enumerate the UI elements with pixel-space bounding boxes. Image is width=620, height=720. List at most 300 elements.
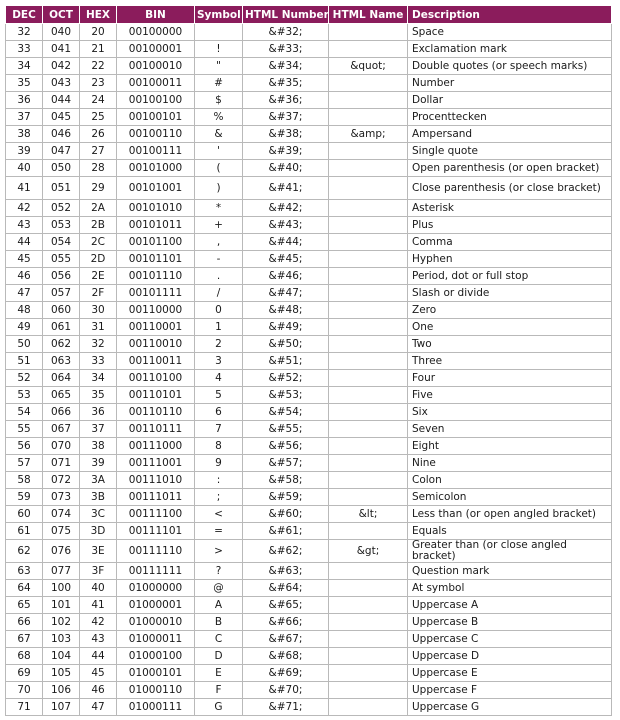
cell-html-name [329, 251, 408, 268]
cell-html-number: &#35; [243, 75, 329, 92]
cell-dec: 55 [6, 421, 43, 438]
cell-symbol: 0 [195, 302, 243, 319]
cell-symbol: 3 [195, 353, 243, 370]
cell-hex: 42 [80, 614, 117, 631]
cell-description: Uppercase G [408, 699, 612, 716]
column-header-oct: OCT [43, 6, 80, 24]
cell-symbol: % [195, 109, 243, 126]
cell-hex: 43 [80, 631, 117, 648]
cell-dec: 47 [6, 285, 43, 302]
cell-dec: 56 [6, 438, 43, 455]
table-row [6, 472, 612, 489]
cell-html-number: &#64; [243, 580, 329, 597]
cell-hex: 29 [80, 177, 117, 200]
cell-html-name [329, 421, 408, 438]
cell-symbol: 4 [195, 370, 243, 387]
cell-symbol: C [195, 631, 243, 648]
cell-description: Four [408, 370, 612, 387]
cell-html-name [329, 41, 408, 58]
cell-dec: 71 [6, 699, 43, 716]
cell-html-name [329, 580, 408, 597]
cell-html-name [329, 285, 408, 302]
cell-oct: 050 [43, 160, 80, 177]
cell-hex: 2F [80, 285, 117, 302]
cell-hex: 2D [80, 251, 117, 268]
cell-html-number: &#67; [243, 631, 329, 648]
cell-oct: 077 [43, 563, 80, 580]
cell-html-number: &#46; [243, 268, 329, 285]
cell-html-number: &#60; [243, 506, 329, 523]
cell-html-number: &#62; [243, 540, 329, 563]
cell-dec: 62 [6, 540, 43, 563]
cell-hex: 3F [80, 563, 117, 580]
cell-hex: 20 [80, 24, 117, 41]
cell-html-name [329, 370, 408, 387]
cell-dec: 57 [6, 455, 43, 472]
table-row [6, 217, 612, 234]
cell-symbol: ? [195, 563, 243, 580]
cell-bin: 00111100 [117, 506, 195, 523]
cell-html-name [329, 92, 408, 109]
table-body [6, 24, 612, 716]
cell-bin: 00100000 [117, 24, 195, 41]
column-header-html-number: HTML Number [243, 6, 329, 24]
cell-description: Hyphen [408, 251, 612, 268]
table-row [6, 285, 612, 302]
cell-description: Greater than (or close angled bracket) [408, 540, 612, 563]
cell-html-number: &#65; [243, 597, 329, 614]
cell-html-name [329, 597, 408, 614]
cell-html-name [329, 387, 408, 404]
cell-symbol: E [195, 665, 243, 682]
cell-dec: 49 [6, 319, 43, 336]
cell-symbol: A [195, 597, 243, 614]
cell-oct: 102 [43, 614, 80, 631]
cell-symbol: + [195, 217, 243, 234]
cell-symbol: " [195, 58, 243, 75]
cell-bin: 00101110 [117, 268, 195, 285]
cell-html-name [329, 319, 408, 336]
cell-hex: 38 [80, 438, 117, 455]
cell-dec: 58 [6, 472, 43, 489]
cell-description: Uppercase E [408, 665, 612, 682]
table-row [6, 109, 612, 126]
cell-html-name [329, 699, 408, 716]
cell-html-number: &#55; [243, 421, 329, 438]
cell-dec: 40 [6, 160, 43, 177]
column-header-dec: DEC [6, 6, 43, 24]
cell-oct: 051 [43, 177, 80, 200]
cell-html-name [329, 523, 408, 540]
cell-html-name [329, 302, 408, 319]
cell-symbol: 9 [195, 455, 243, 472]
cell-html-number: &#66; [243, 614, 329, 631]
cell-bin: 00111101 [117, 523, 195, 540]
cell-dec: 41 [6, 177, 43, 200]
table-row [6, 455, 612, 472]
cell-bin: 01000101 [117, 665, 195, 682]
cell-oct: 073 [43, 489, 80, 506]
cell-html-name [329, 404, 408, 421]
table-row [6, 489, 612, 506]
table-row [6, 614, 612, 631]
cell-oct: 075 [43, 523, 80, 540]
table-row [6, 336, 612, 353]
cell-oct: 106 [43, 682, 80, 699]
cell-dec: 39 [6, 143, 43, 160]
cell-description: Comma [408, 234, 612, 251]
cell-html-name: &gt; [329, 540, 408, 563]
cell-bin: 00100111 [117, 143, 195, 160]
cell-dec: 34 [6, 58, 43, 75]
table-row [6, 540, 612, 563]
cell-dec: 53 [6, 387, 43, 404]
cell-symbol: / [195, 285, 243, 302]
cell-description: Period, dot or full stop [408, 268, 612, 285]
cell-html-name [329, 489, 408, 506]
table-row [6, 268, 612, 285]
cell-description: Question mark [408, 563, 612, 580]
cell-dec: 67 [6, 631, 43, 648]
cell-symbol: ( [195, 160, 243, 177]
cell-hex: 30 [80, 302, 117, 319]
cell-html-number: &#34; [243, 58, 329, 75]
table-row [6, 24, 612, 41]
cell-hex: 26 [80, 126, 117, 143]
table-row [6, 126, 612, 143]
cell-html-name [329, 438, 408, 455]
table-row [6, 370, 612, 387]
cell-bin: 00110111 [117, 421, 195, 438]
cell-hex: 33 [80, 353, 117, 370]
cell-description: Six [408, 404, 612, 421]
cell-oct: 040 [43, 24, 80, 41]
cell-html-name [329, 472, 408, 489]
cell-hex: 31 [80, 319, 117, 336]
cell-symbol: ! [195, 41, 243, 58]
cell-dec: 35 [6, 75, 43, 92]
cell-oct: 064 [43, 370, 80, 387]
cell-oct: 060 [43, 302, 80, 319]
cell-symbol [195, 24, 243, 41]
cell-dec: 51 [6, 353, 43, 370]
cell-symbol: 7 [195, 421, 243, 438]
cell-html-number: &#47; [243, 285, 329, 302]
cell-bin: 00100010 [117, 58, 195, 75]
cell-hex: 2E [80, 268, 117, 285]
cell-description: Colon [408, 472, 612, 489]
cell-hex: 36 [80, 404, 117, 421]
cell-html-name [329, 109, 408, 126]
cell-symbol: # [195, 75, 243, 92]
table-row [6, 92, 612, 109]
cell-hex: 2B [80, 217, 117, 234]
table-row [6, 387, 612, 404]
table-row [6, 563, 612, 580]
cell-html-name [329, 24, 408, 41]
cell-html-number: &#32; [243, 24, 329, 41]
table-row [6, 506, 612, 523]
cell-html-number: &#43; [243, 217, 329, 234]
cell-description: Zero [408, 302, 612, 319]
cell-hex: 27 [80, 143, 117, 160]
cell-oct: 074 [43, 506, 80, 523]
table-row [6, 438, 612, 455]
cell-oct: 046 [43, 126, 80, 143]
cell-oct: 104 [43, 648, 80, 665]
cell-oct: 072 [43, 472, 80, 489]
cell-html-number: &#58; [243, 472, 329, 489]
table-row [6, 523, 612, 540]
cell-hex: 45 [80, 665, 117, 682]
cell-description: Five [408, 387, 612, 404]
table-row [6, 421, 612, 438]
cell-html-name [329, 200, 408, 217]
table-row [6, 160, 612, 177]
cell-html-number: &#69; [243, 665, 329, 682]
cell-symbol: > [195, 540, 243, 563]
cell-symbol: = [195, 523, 243, 540]
cell-description: Exclamation mark [408, 41, 612, 58]
cell-description: Double quotes (or speech marks) [408, 58, 612, 75]
cell-description: One [408, 319, 612, 336]
column-header-bin: BIN [117, 6, 195, 24]
cell-hex: 40 [80, 580, 117, 597]
cell-hex: 44 [80, 648, 117, 665]
cell-dec: 69 [6, 665, 43, 682]
cell-hex: 2A [80, 200, 117, 217]
cell-hex: 47 [80, 699, 117, 716]
cell-dec: 63 [6, 563, 43, 580]
cell-dec: 36 [6, 92, 43, 109]
cell-description: Less than (or open angled bracket) [408, 506, 612, 523]
cell-oct: 054 [43, 234, 80, 251]
table-row [6, 699, 612, 716]
cell-symbol: 5 [195, 387, 243, 404]
cell-oct: 052 [43, 200, 80, 217]
cell-html-name [329, 665, 408, 682]
cell-description: Nine [408, 455, 612, 472]
cell-dec: 66 [6, 614, 43, 631]
cell-bin: 01000110 [117, 682, 195, 699]
cell-bin: 00101011 [117, 217, 195, 234]
cell-bin: 00100101 [117, 109, 195, 126]
table-row [6, 631, 612, 648]
cell-html-number: &#42; [243, 200, 329, 217]
cell-oct: 103 [43, 631, 80, 648]
cell-symbol: 6 [195, 404, 243, 421]
cell-description: Space [408, 24, 612, 41]
cell-dec: 33 [6, 41, 43, 58]
cell-html-number: &#54; [243, 404, 329, 421]
cell-description: Number [408, 75, 612, 92]
cell-dec: 65 [6, 597, 43, 614]
cell-hex: 35 [80, 387, 117, 404]
cell-oct: 076 [43, 540, 80, 563]
cell-html-number: &#37; [243, 109, 329, 126]
table-row [6, 302, 612, 319]
cell-oct: 071 [43, 455, 80, 472]
cell-symbol: - [195, 251, 243, 268]
cell-html-name [329, 455, 408, 472]
cell-html-number: &#45; [243, 251, 329, 268]
cell-bin: 01000111 [117, 699, 195, 716]
cell-hex: 39 [80, 455, 117, 472]
cell-bin: 00110001 [117, 319, 195, 336]
cell-html-name: &lt; [329, 506, 408, 523]
cell-hex: 24 [80, 92, 117, 109]
cell-oct: 047 [43, 143, 80, 160]
column-header-html-name: HTML Name [329, 6, 408, 24]
table-row [6, 234, 612, 251]
cell-oct: 065 [43, 387, 80, 404]
cell-bin: 00101100 [117, 234, 195, 251]
cell-dec: 45 [6, 251, 43, 268]
table-row [6, 319, 612, 336]
cell-html-number: &#52; [243, 370, 329, 387]
cell-hex: 3B [80, 489, 117, 506]
cell-html-number: &#68; [243, 648, 329, 665]
column-header-hex: HEX [80, 6, 117, 24]
cell-hex: 3C [80, 506, 117, 523]
cell-html-name [329, 336, 408, 353]
cell-bin: 00111111 [117, 563, 195, 580]
cell-html-number: &#41; [243, 177, 329, 200]
cell-html-number: &#38; [243, 126, 329, 143]
cell-hex: 21 [80, 41, 117, 58]
cell-description: Uppercase D [408, 648, 612, 665]
cell-html-number: &#48; [243, 302, 329, 319]
cell-symbol: D [195, 648, 243, 665]
cell-symbol: @ [195, 580, 243, 597]
cell-oct: 066 [43, 404, 80, 421]
cell-description: Seven [408, 421, 612, 438]
cell-dec: 60 [6, 506, 43, 523]
cell-symbol: F [195, 682, 243, 699]
cell-symbol: B [195, 614, 243, 631]
cell-dec: 46 [6, 268, 43, 285]
cell-symbol: , [195, 234, 243, 251]
cell-html-number: &#51; [243, 353, 329, 370]
table-row [6, 58, 612, 75]
cell-bin: 00111000 [117, 438, 195, 455]
cell-symbol: ' [195, 143, 243, 160]
cell-html-name [329, 143, 408, 160]
cell-description: Semicolon [408, 489, 612, 506]
cell-symbol: ) [195, 177, 243, 200]
cell-oct: 041 [43, 41, 80, 58]
table-row [6, 41, 612, 58]
cell-bin: 00101010 [117, 200, 195, 217]
cell-description: Equals [408, 523, 612, 540]
cell-oct: 057 [43, 285, 80, 302]
cell-hex: 32 [80, 336, 117, 353]
cell-symbol: 8 [195, 438, 243, 455]
cell-oct: 062 [43, 336, 80, 353]
cell-html-name [329, 160, 408, 177]
cell-bin: 00111010 [117, 472, 195, 489]
cell-symbol: 1 [195, 319, 243, 336]
cell-oct: 070 [43, 438, 80, 455]
cell-oct: 061 [43, 319, 80, 336]
cell-dec: 70 [6, 682, 43, 699]
cell-html-number: &#70; [243, 682, 329, 699]
cell-description: Uppercase F [408, 682, 612, 699]
cell-bin: 00110110 [117, 404, 195, 421]
cell-html-name [329, 177, 408, 200]
cell-dec: 44 [6, 234, 43, 251]
cell-dec: 59 [6, 489, 43, 506]
cell-html-name [329, 631, 408, 648]
cell-oct: 105 [43, 665, 80, 682]
cell-description: Plus [408, 217, 612, 234]
cell-dec: 54 [6, 404, 43, 421]
cell-dec: 37 [6, 109, 43, 126]
table-row [6, 251, 612, 268]
cell-description: Uppercase B [408, 614, 612, 631]
cell-bin: 00111001 [117, 455, 195, 472]
table-row [6, 597, 612, 614]
cell-html-number: &#63; [243, 563, 329, 580]
cell-dec: 52 [6, 370, 43, 387]
cell-bin: 01000001 [117, 597, 195, 614]
cell-description: Two [408, 336, 612, 353]
cell-oct: 044 [43, 92, 80, 109]
column-header-description: Description [408, 6, 612, 24]
cell-dec: 50 [6, 336, 43, 353]
cell-html-name [329, 563, 408, 580]
cell-oct: 063 [43, 353, 80, 370]
cell-html-number: &#53; [243, 387, 329, 404]
cell-description: Three [408, 353, 612, 370]
cell-description: Single quote [408, 143, 612, 160]
ascii-table [5, 5, 612, 716]
table-row [6, 682, 612, 699]
table-row [6, 580, 612, 597]
cell-html-name [329, 614, 408, 631]
cell-description: Dollar [408, 92, 612, 109]
cell-description: Slash or divide [408, 285, 612, 302]
cell-hex: 3E [80, 540, 117, 563]
cell-symbol: $ [195, 92, 243, 109]
table-row [6, 404, 612, 421]
table-row [6, 75, 612, 92]
cell-bin: 00101101 [117, 251, 195, 268]
cell-hex: 23 [80, 75, 117, 92]
cell-dec: 64 [6, 580, 43, 597]
table-row [6, 200, 612, 217]
cell-html-name [329, 217, 408, 234]
cell-hex: 3A [80, 472, 117, 489]
cell-html-name: &quot; [329, 58, 408, 75]
cell-html-number: &#56; [243, 438, 329, 455]
cell-html-number: &#33; [243, 41, 329, 58]
cell-symbol: & [195, 126, 243, 143]
cell-oct: 107 [43, 699, 80, 716]
cell-oct: 100 [43, 580, 80, 597]
cell-symbol: < [195, 506, 243, 523]
cell-description: At symbol [408, 580, 612, 597]
cell-html-number: &#59; [243, 489, 329, 506]
cell-html-number: &#57; [243, 455, 329, 472]
cell-dec: 43 [6, 217, 43, 234]
cell-oct: 055 [43, 251, 80, 268]
cell-bin: 00110101 [117, 387, 195, 404]
cell-html-number: &#40; [243, 160, 329, 177]
cell-html-name [329, 234, 408, 251]
cell-symbol: ; [195, 489, 243, 506]
cell-bin: 00100001 [117, 41, 195, 58]
